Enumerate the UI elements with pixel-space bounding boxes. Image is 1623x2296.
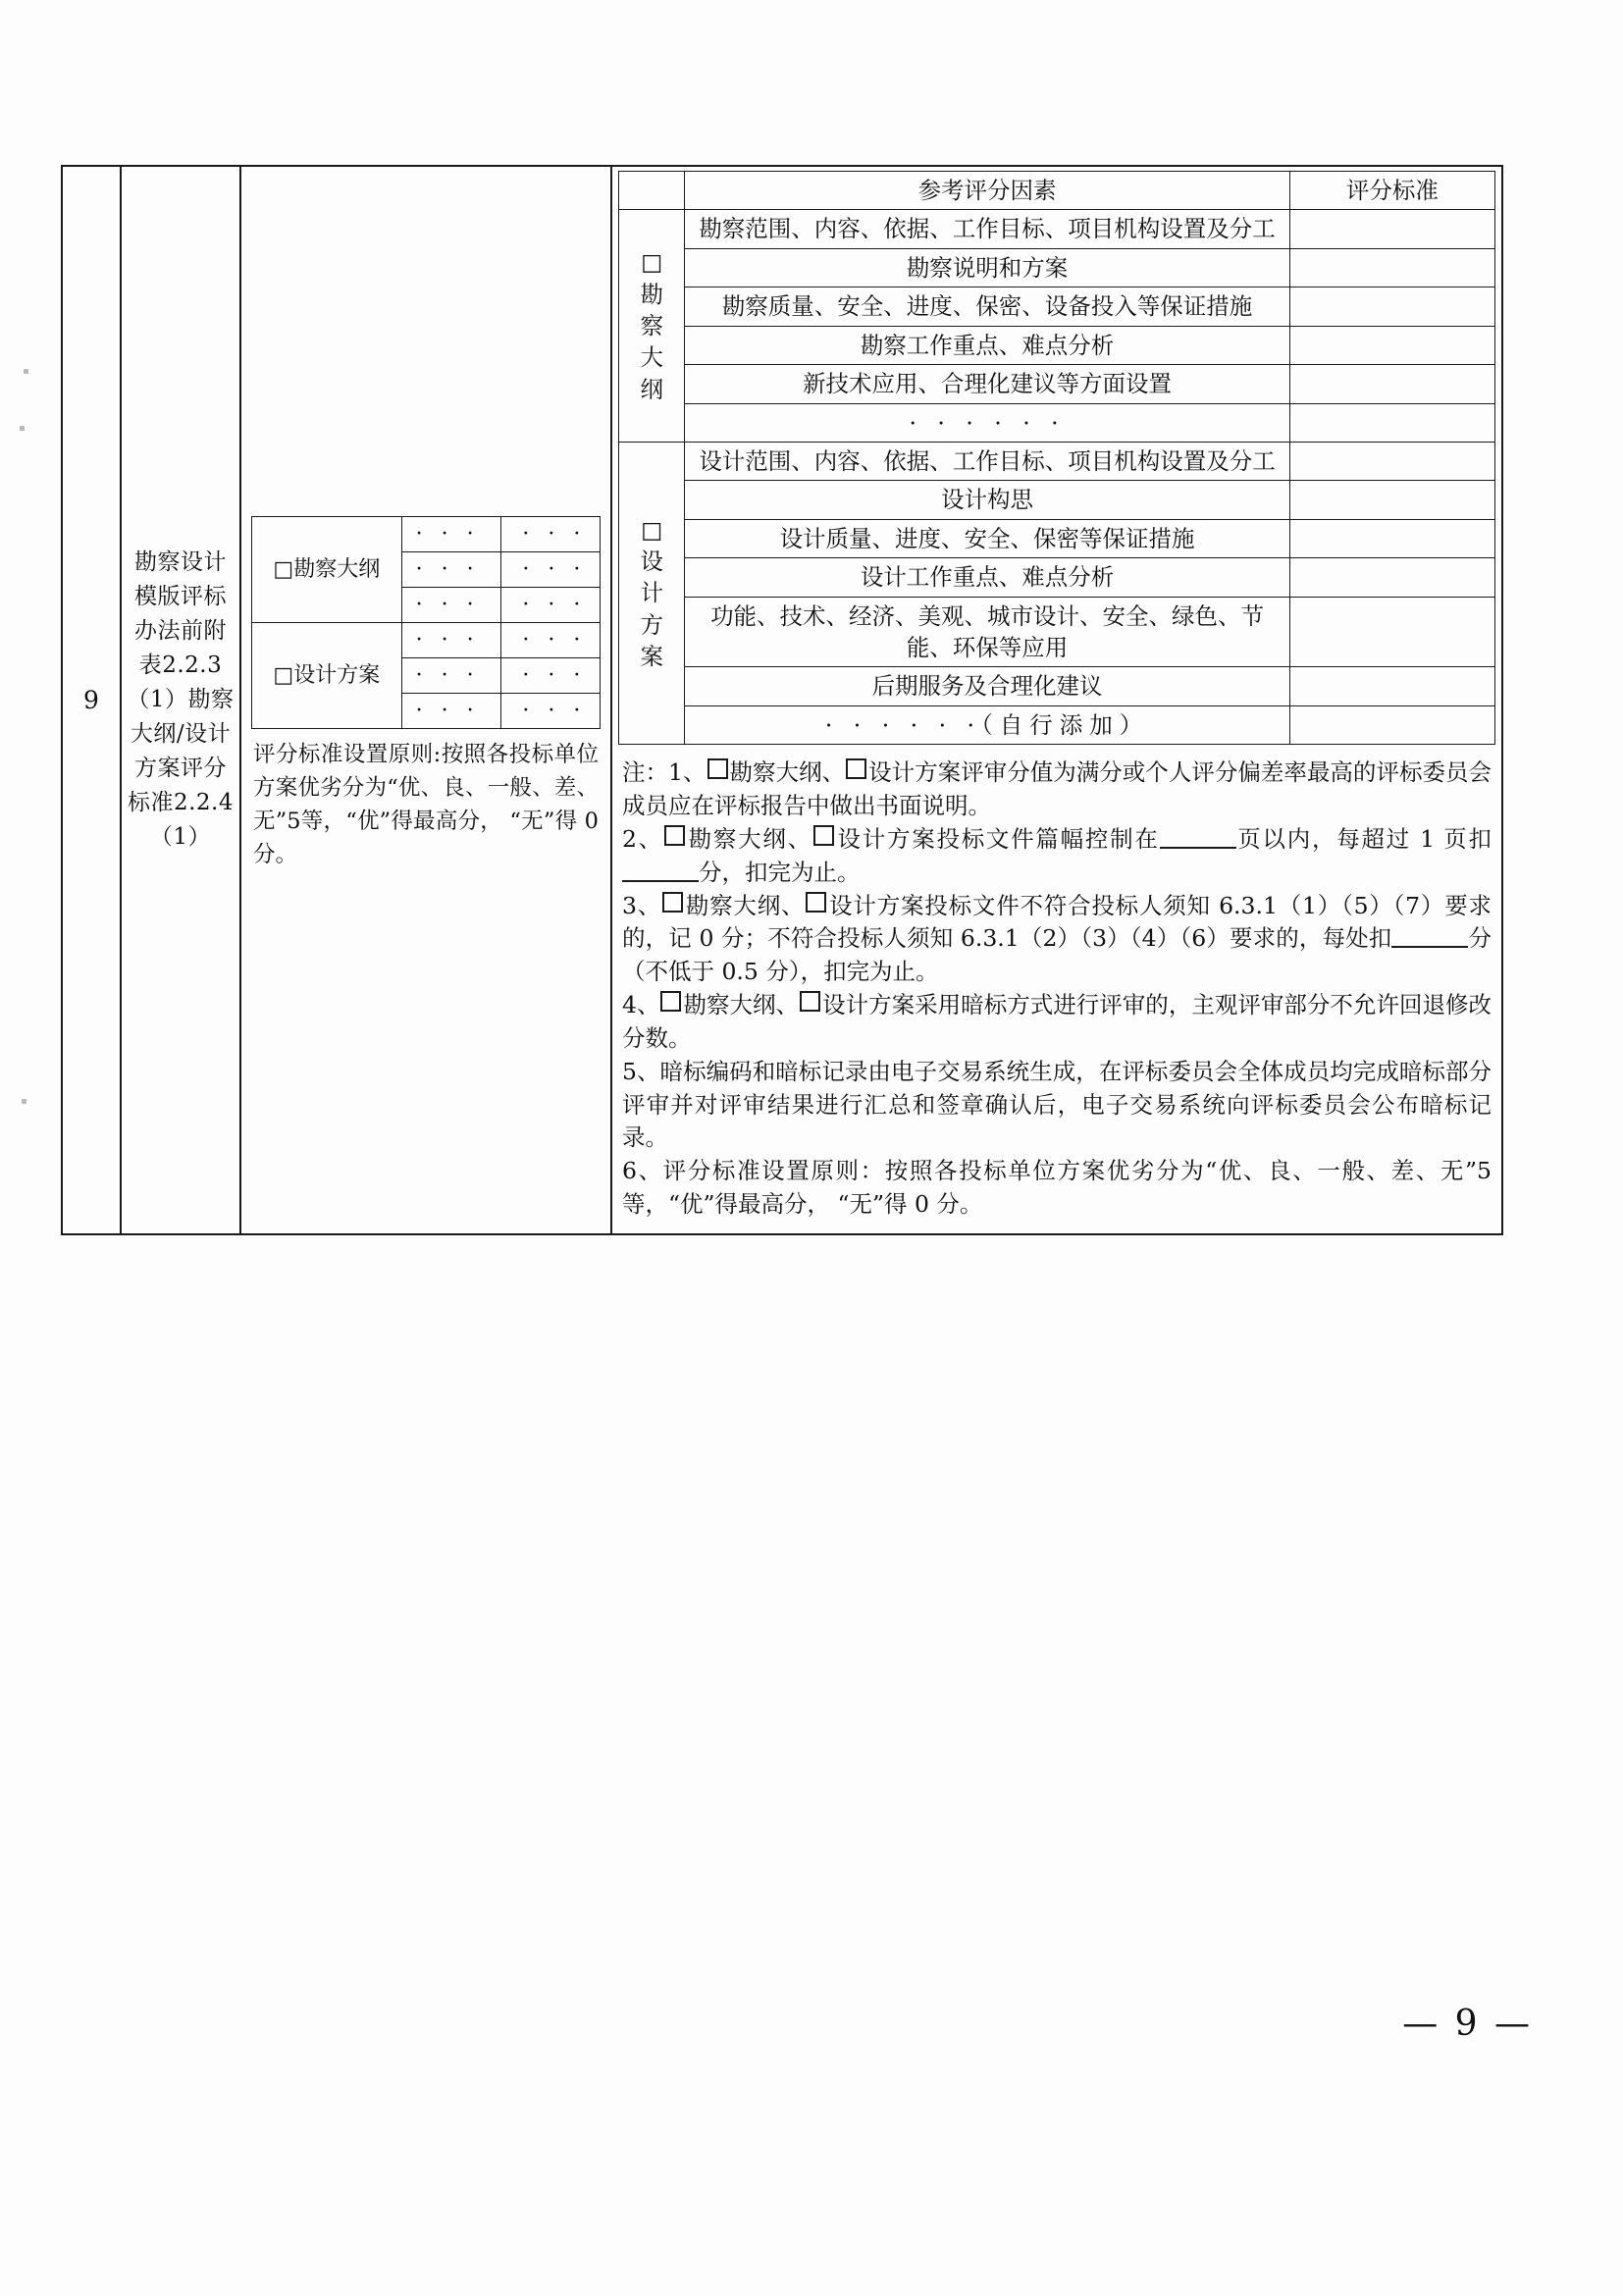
standard-cell[interactable] bbox=[1289, 558, 1494, 597]
checkbox-icon[interactable] bbox=[813, 825, 834, 846]
factor-cell: 功能、技术、经济、美观、城市设计、安全、绿色、节能、环保等应用 bbox=[685, 597, 1289, 667]
factor-stub-table bbox=[251, 516, 601, 729]
stub-cell: · · · bbox=[500, 552, 600, 588]
scan-speck bbox=[20, 426, 25, 431]
note-item: 注：1、 勘察大纲、 设计方案评审分值为满分或个人评分偏差率最高的评标委员会成员应在评标报告中做出书面说明。 bbox=[622, 758, 1492, 820]
factor-cell: · · · · · ·（自行添加） bbox=[685, 705, 1289, 744]
checkbox-icon[interactable] bbox=[660, 991, 681, 1012]
stub-group-survey-label: □勘察大纲 bbox=[252, 517, 402, 623]
checkbox-icon[interactable] bbox=[806, 892, 826, 913]
group-label-char: 案 bbox=[640, 643, 663, 671]
table-row bbox=[252, 517, 601, 552]
checkbox-icon[interactable] bbox=[846, 758, 866, 779]
checkbox-icon: □ bbox=[641, 248, 663, 277]
table-row bbox=[619, 287, 1495, 326]
table-row bbox=[619, 558, 1495, 597]
standard-cell[interactable] bbox=[1289, 326, 1494, 364]
table-row bbox=[252, 623, 601, 658]
stub-cell: · · · bbox=[500, 623, 600, 658]
standard-cell[interactable] bbox=[1289, 597, 1494, 667]
scoring-principle-note: 评分标准设置原则:按照各投标单位方案优劣分为“优、良、一般、差、无”5等，“优”得最高分， “无”得 0 分。 bbox=[253, 742, 599, 867]
factor-cell: · · · · · · bbox=[685, 403, 1289, 442]
note-item: 2、 勘察大纲、 设计方案投标文件篇幅控制在 页以内，每超过 1 页扣分，扣完为止。 bbox=[622, 824, 1492, 886]
factor-cell: 设计范围、内容、依据、工作目标、项目机构设置及分工 bbox=[685, 442, 1289, 480]
standard-cell[interactable] bbox=[1289, 667, 1494, 705]
table-row bbox=[619, 326, 1495, 364]
standard-cell[interactable] bbox=[1289, 481, 1494, 519]
factor-cell: 设计构思 bbox=[685, 481, 1289, 519]
group-label-char: 计 bbox=[640, 579, 663, 607]
stub-cell: · · · bbox=[401, 517, 500, 552]
standard-cell[interactable] bbox=[1289, 705, 1494, 744]
header-factor-cell: 参考评分因素 bbox=[685, 172, 1289, 210]
row-number-cell: 9 bbox=[62, 166, 121, 1234]
table-row bbox=[619, 210, 1495, 248]
factor-cell: 勘察范围、内容、依据、工作目标、项目机构设置及分工 bbox=[685, 210, 1289, 248]
factor-cell: 勘察质量、安全、进度、保密、设备投入等保证措施 bbox=[685, 287, 1289, 326]
right-column-cell bbox=[611, 166, 1502, 1234]
stub-group-design-label: □设计方案 bbox=[252, 623, 402, 729]
factor-cell: 设计工作重点、难点分析 bbox=[685, 558, 1289, 597]
stub-cell: · · · bbox=[401, 658, 500, 694]
factor-group-label-design-scheme bbox=[619, 442, 685, 744]
stub-cell: · · · bbox=[401, 552, 500, 588]
header-blank-cell bbox=[619, 172, 685, 210]
stub-cell: · · · bbox=[401, 588, 500, 623]
note-item: 3、 勘察大纲、 设计方案投标文件不符合投标人须知 6.3.1（1）（5）（7）要求的，记 0 分；不符合投标人须知 6.3.1（2）（3）（4）（6）要求的，每处扣 分（不低于 0.5 分），扣完为止。 bbox=[622, 891, 1492, 986]
checkbox-icon: □ bbox=[641, 515, 663, 544]
scan-speck bbox=[24, 369, 28, 374]
checkbox-icon[interactable] bbox=[664, 825, 685, 846]
note-item: 5、暗标编码和暗标记录由电子交易系统生成，在评标委员会全体成员均完成暗标部分评审并对评审结果进行汇总和签章确认后，电子交易系统向评标委员会公布暗标记录。 bbox=[622, 1057, 1492, 1152]
standard-cell[interactable] bbox=[1289, 248, 1494, 287]
stub-cell: · · · bbox=[401, 623, 500, 658]
group-label-char: 大 bbox=[640, 343, 663, 372]
factor-cell: 新技术应用、合理化建议等方面设置 bbox=[685, 365, 1289, 403]
page-number: — 9 — bbox=[1402, 2004, 1533, 2044]
fill-in-blank[interactable] bbox=[1160, 847, 1236, 849]
header-standard-cell: 评分标准 bbox=[1289, 172, 1494, 210]
checkbox-icon[interactable] bbox=[662, 892, 683, 913]
stub-cell: · · · bbox=[500, 517, 600, 552]
evaluation-criteria-table bbox=[61, 165, 1503, 1235]
standard-cell[interactable] bbox=[1289, 519, 1494, 557]
group-label-char: 方 bbox=[640, 610, 663, 639]
factor-group-label-survey-outline bbox=[619, 210, 685, 443]
group-label-char: 勘 bbox=[640, 280, 663, 308]
table-row bbox=[619, 442, 1495, 480]
stub-cell: · · · bbox=[401, 694, 500, 729]
standard-cell[interactable] bbox=[1289, 442, 1494, 480]
stub-cell: · · · bbox=[500, 694, 600, 729]
fill-in-blank[interactable] bbox=[1391, 946, 1468, 948]
table-row bbox=[619, 597, 1495, 667]
fill-in-blank[interactable] bbox=[622, 880, 699, 882]
scan-speck bbox=[22, 1099, 26, 1104]
standard-cell[interactable] bbox=[1289, 287, 1494, 326]
clause-name-cell: 勘察设计模版评标办法前附表2.2.3（1）勘察大纲/设计方案评分标准2.2.4（1） bbox=[121, 166, 240, 1234]
table-header-row bbox=[619, 172, 1495, 210]
standard-cell[interactable] bbox=[1289, 210, 1494, 248]
factor-cell: 勘察工作重点、难点分析 bbox=[685, 326, 1289, 364]
table-row bbox=[619, 667, 1495, 705]
table-row bbox=[619, 365, 1495, 403]
group-label-char: 纲 bbox=[640, 375, 663, 403]
factor-cell: 勘察说明和方案 bbox=[685, 248, 1289, 287]
table-row bbox=[619, 403, 1495, 442]
stub-cell: · · · bbox=[500, 588, 600, 623]
standard-cell[interactable] bbox=[1289, 365, 1494, 403]
stub-cell: · · · bbox=[500, 658, 600, 694]
table-row bbox=[619, 705, 1495, 744]
table-row bbox=[62, 166, 1502, 1234]
checkbox-icon[interactable] bbox=[707, 758, 728, 779]
standard-cell[interactable] bbox=[1289, 403, 1494, 442]
factor-cell: 后期服务及合理化建议 bbox=[685, 667, 1289, 705]
reference-factor-table bbox=[618, 171, 1495, 745]
table-row bbox=[619, 248, 1495, 287]
group-label-char: 察 bbox=[640, 311, 663, 339]
group-label-char: 设 bbox=[640, 548, 663, 575]
checkbox-icon[interactable] bbox=[800, 991, 820, 1012]
note-item: 4、 勘察大纲、 设计方案采用暗标方式进行评审的，主观评审部分不允许回退修改分数。 bbox=[622, 991, 1492, 1052]
middle-column-cell bbox=[240, 166, 611, 1234]
table-row bbox=[619, 519, 1495, 557]
notes-block bbox=[618, 749, 1495, 1226]
table-row bbox=[619, 481, 1495, 519]
note-item: 6、评分标准设置原则：按照各投标单位方案优劣分为“优、良、一般、差、无”5 等，“优”得最高分， “无”得 0 分。 bbox=[622, 1157, 1492, 1219]
factor-cell: 设计质量、进度、安全、保密等保证措施 bbox=[685, 519, 1289, 557]
